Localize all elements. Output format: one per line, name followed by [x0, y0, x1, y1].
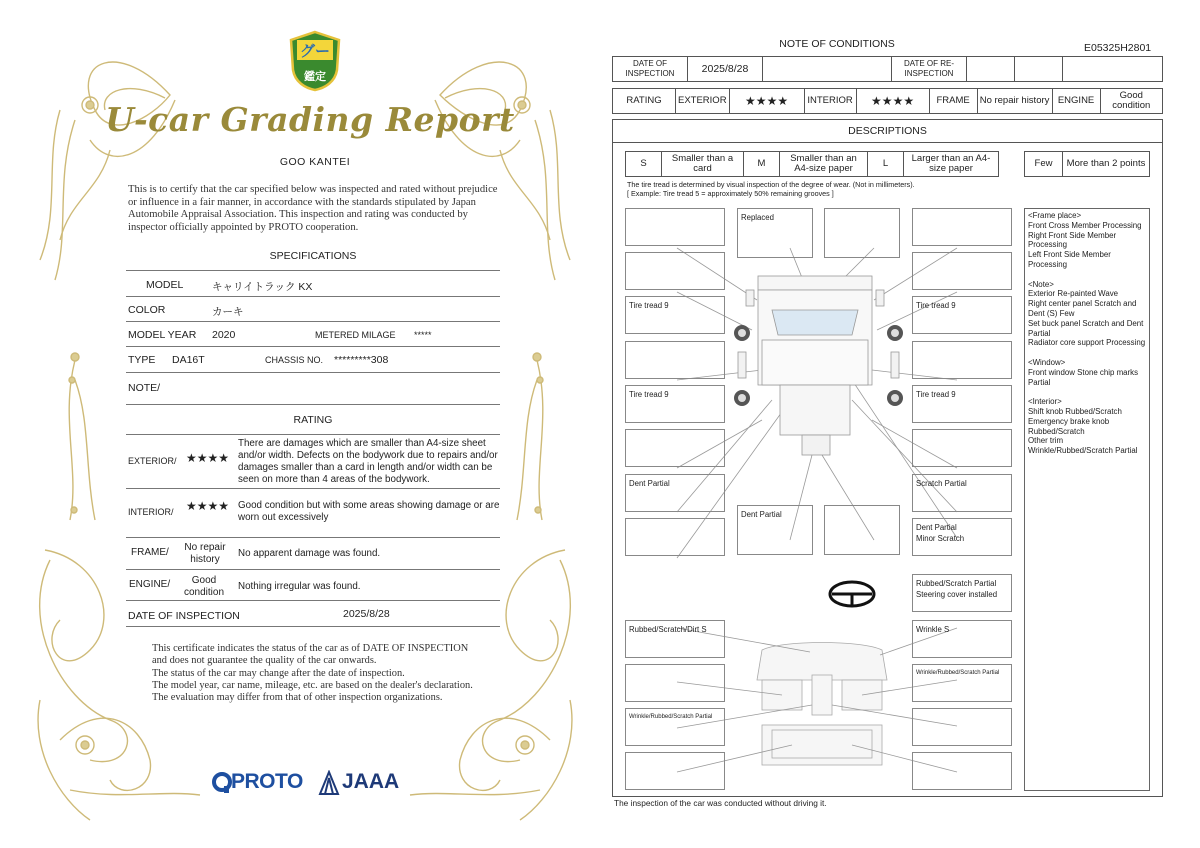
color-label: COLOR: [128, 304, 166, 316]
legend-s-desc: Smaller than a card: [662, 152, 744, 177]
divider: [126, 372, 500, 373]
disclaimer: [152, 643, 482, 704]
blank-cell: [1015, 57, 1063, 82]
specifications-heading: SPECIFICATIONS: [269, 250, 357, 262]
frequency-legend: [1024, 151, 1150, 177]
condition-box: Dent Partial Minor Scratch: [912, 518, 1012, 556]
condition-box: [912, 708, 1012, 746]
remarks-interior: <Interior> Shift knob Rubbed/Scratch Emergency brake knob Rubbed/Scratch Other trim Wrinkle/Rubbed/Scratch Partial: [1028, 397, 1138, 456]
divider: [126, 537, 500, 538]
remarks-note: <Note> Exterior Re-painted Wave Right center panel Scratch and Dent (S) Few Set buck panel Scratch and Dent Partial Radiator core support Processing: [1028, 279, 1146, 348]
divider: [126, 434, 500, 435]
divider: [126, 404, 500, 405]
blank-cell: [763, 57, 892, 82]
condition-box: Tire tread 9: [912, 296, 1012, 334]
disclaimer-line: The model year, car name, mileage, etc. are based on the dealer's declaration.: [152, 679, 473, 691]
divider: [126, 296, 500, 297]
condition-box: [824, 505, 900, 555]
engine-value: Good condition: [1100, 89, 1162, 114]
exterior-description: There are damages which are smaller than A4-size sheet and/or width. Defects on the bodywork due to repairs and/or damages smaller than a card in length and/or width can be seen on more than 4 areas of the bodywork.: [238, 438, 498, 485]
jaaa-logo-icon: [318, 770, 340, 796]
certification-statement: This is to certify that the car specified below was inspected and rated without prejudice or influence in a fair manner, in accordance with the standards stipulated by Japan Automobile Appraisal Association. This inspection and rating was conducted by inspector officially appointed by PROTO cooperation.: [128, 184, 498, 233]
condition-box: [625, 518, 725, 556]
proto-logo: PROTO: [231, 770, 303, 793]
condition-box: Wrinkle S: [912, 620, 1012, 658]
remarks-frame-place: <Frame place> Front Cross Member Processing Right Front Side Member Processing Left Front Side Member Processing: [1028, 211, 1142, 269]
condition-box: Wrinkle/Rubbed/Scratch Partial: [912, 664, 1012, 702]
frame-label: FRAME: [929, 89, 977, 114]
exterior-stars: ★★★★: [729, 89, 804, 114]
divider: [126, 488, 500, 489]
mileage-value: *****: [414, 330, 432, 340]
blank-cell: [1063, 57, 1163, 82]
interior-stars: ★★★★: [856, 89, 929, 114]
frame-value: No repair history: [977, 89, 1052, 114]
type-value: DA16T: [172, 354, 205, 366]
condition-box: [625, 664, 725, 702]
condition-box: Rubbed/Scratch Partial Steering cover installed: [912, 574, 1012, 612]
proto-logo-icon: [212, 772, 232, 794]
engine-label: ENGINE: [1052, 89, 1100, 114]
descriptions-heading: DESCRIPTIONS: [612, 119, 1163, 143]
model-year-label: MODEL YEAR: [128, 329, 197, 341]
interior-stars: ★★★★: [186, 499, 230, 513]
condition-box: Tire tread 9: [625, 385, 725, 423]
rating-table: [612, 88, 1163, 114]
steering-wheel-icon: [830, 582, 874, 606]
note-title: NOTE OF CONDITIONS: [779, 38, 895, 50]
legend-few: Few: [1025, 152, 1063, 177]
divider: [126, 321, 500, 322]
rating-label: RATING: [613, 89, 676, 114]
disclaimer-line: The evaluation may differ from that of other inspection organizations.: [152, 692, 443, 704]
date-of-inspection-label: DATE OF INSPECTION: [613, 57, 688, 82]
exterior-label: EXTERIOR: [676, 89, 730, 114]
interior-description: Good condition but with some areas showing damage or are worn out excessively: [238, 500, 500, 523]
legend-l-desc: Larger than an A4-size paper: [904, 152, 999, 177]
condition-box: Dent Partial: [625, 474, 725, 512]
divider: [126, 626, 500, 627]
frame-label: FRAME/: [131, 547, 169, 558]
certificate-title: U-car Grading Report: [105, 100, 515, 139]
condition-box: Replaced: [737, 208, 813, 258]
jaaa-logo: JAAA: [342, 770, 400, 793]
interior-label: INTERIOR: [804, 89, 856, 114]
mileage-label: METERED MILAGE: [315, 330, 396, 340]
badge-text: 鑑定: [304, 71, 326, 83]
tread-note-line: [ Example: Tire tread 5 = approximately 50% remaining grooves ]: [627, 189, 834, 198]
legend-m-desc: Smaller than an A4-size paper: [780, 152, 868, 177]
date-of-inspection-value: 2025/8/28: [343, 608, 390, 620]
remarks-window: <Window> Front window Stone chip marks Partial: [1028, 357, 1139, 387]
legend-few-desc: More than 2 points: [1063, 152, 1150, 177]
brand-name: GOO KANTEI: [279, 156, 351, 168]
condition-box: [912, 752, 1012, 790]
color-value: カーキ: [212, 306, 244, 318]
inspection-date-table: [612, 56, 1163, 82]
condition-box: [824, 208, 900, 258]
engine-label: ENGINE/: [129, 579, 171, 590]
condition-box: Dent Partial: [737, 505, 813, 555]
condition-box: [912, 252, 1012, 290]
condition-box: [912, 208, 1012, 246]
divider: [126, 346, 500, 347]
condition-box: [912, 341, 1012, 379]
divider: [126, 270, 500, 271]
frame-value: No repair history: [184, 542, 226, 565]
damage-size-legend: [625, 151, 999, 177]
model-value: キャリイトラック KX: [212, 281, 313, 293]
legend-l: L: [868, 152, 904, 177]
condition-box: [625, 208, 725, 246]
document-id: E05325H2801: [1084, 42, 1152, 54]
condition-box: [625, 341, 725, 379]
remarks-panel: [1024, 208, 1150, 791]
condition-box: Tire tread 9: [912, 385, 1012, 423]
condition-box: Tire tread 9: [625, 296, 725, 334]
legend-s: S: [626, 152, 662, 177]
divider: [126, 569, 500, 570]
re-inspection-value: [967, 57, 1015, 82]
model-year-value: 2020: [212, 329, 236, 341]
svg-text:グー: グー: [299, 43, 331, 60]
condition-box: [625, 429, 725, 467]
disclaimer-line: The status of the car may change after the date of inspection.: [152, 667, 405, 679]
chassis-value: *********308: [334, 354, 389, 366]
legend-m: M: [744, 152, 780, 177]
frame-description: No apparent damage was found.: [238, 548, 381, 559]
condition-box: Wrinkle/Rubbed/Scratch Partial: [625, 708, 725, 746]
disclaimer-line: This certificate indicates the status of the car as of DATE OF INSPECTION and does not guarantee the quality of the car onwards.: [152, 643, 469, 667]
divider: [126, 600, 500, 601]
re-inspection-label: DATE OF RE-INSPECTION: [892, 57, 967, 82]
date-of-inspection-value: 2025/8/28: [688, 57, 763, 82]
condition-box: [625, 252, 725, 290]
engine-description: Nothing irregular was found.: [238, 581, 361, 592]
tread-note-line: The tire tread is determined by visual inspection of the degree of wear. (Not in millimeters).: [627, 180, 915, 189]
note-label: NOTE/: [128, 382, 161, 394]
condition-box: Rubbed/Scratch/Dirt S: [625, 620, 725, 658]
date-of-inspection-label: DATE OF INSPECTION: [128, 610, 240, 622]
exterior-stars: ★★★★: [186, 451, 230, 465]
chassis-label: CHASSIS NO.: [265, 355, 324, 365]
condition-box: [625, 752, 725, 790]
interior-label: INTERIOR/: [128, 507, 174, 517]
condition-box: Scratch Partial: [912, 474, 1012, 512]
exterior-label: EXTERIOR/: [128, 456, 177, 466]
rating-heading: RATING: [293, 414, 333, 426]
tread-note: [627, 180, 915, 198]
model-label: MODEL: [146, 279, 184, 291]
engine-value: Good condition: [183, 575, 225, 598]
condition-box: [912, 429, 1012, 467]
type-label: TYPE: [128, 354, 156, 366]
footer-note: The inspection of the car was conducted without driving it.: [614, 798, 827, 808]
